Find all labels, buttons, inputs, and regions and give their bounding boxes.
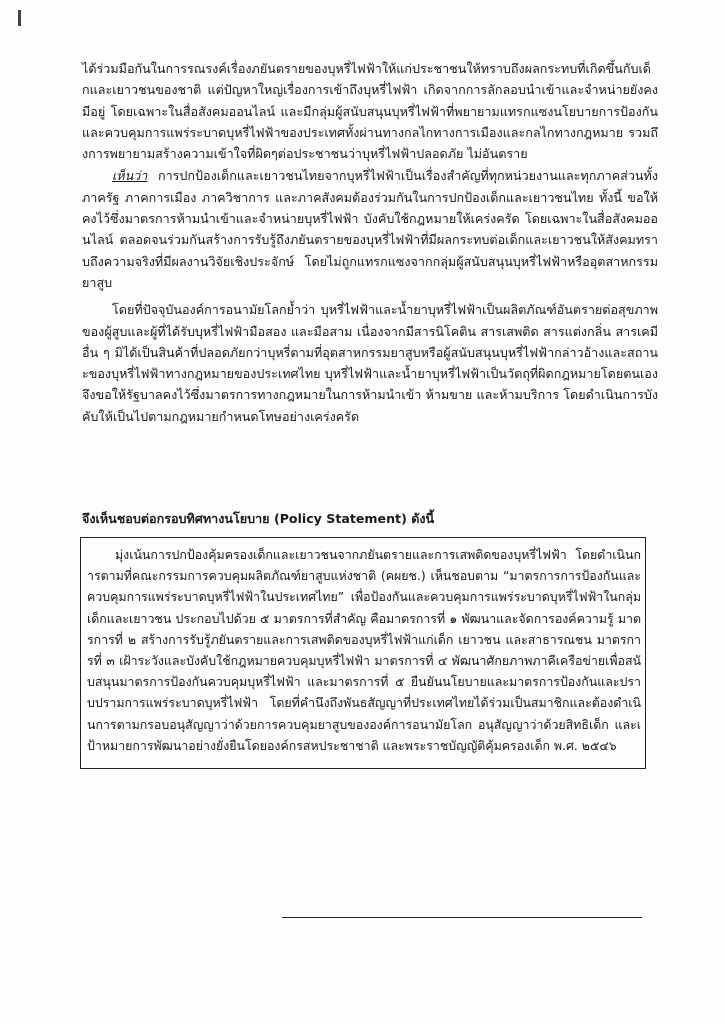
policy-heading: จึงเห็นชอบต่อกรอบทิศทางนโยบาย (Policy Statement) ดังนี้ [82,511,435,526]
body-text [82,58,658,427]
paragraph-2 [82,165,658,293]
policy-statement-text: มุ่งเน้นการปกป้องคุ้มครองเด็กและเยาวชนจากภยันตรายและการเสพติดของบุหรี่ไฟฟ้า โดยดำเนินการตามที่คณะกรรมการควบคุมผลิตภัณฑ์ยาสูบแห่งชาติ (คผยช.) เห็นชอบตาม “มาตรการการป้องกันและควบคุมการแพร่ระบาดบุหรี่ไฟฟ้าในประเทศไทย” เพื่อป้องกันและควบคุมการแพร่ระบาดบุหรี่ไฟฟ้าในกลุ่มเด็กและเยาวชน ประกอบไปด้วย ๕ มาตรการที่สำคัญ คือมาตรการที่ ๑ พัฒนาและจัดการองค์ความรู้ มาตรการที่ ๒ สร้างการรับรู้ภยันตรายและการเสพติดของบุหรี่ไฟฟ้าแก่เด็ก เยาวชน และสาธารณชน มาตรการที่ ๓ เฝ้าระวังและบังคับใช้กฎหมายควบคุมบุหรี่ไฟฟ้า มาตรการที่ ๔ พัฒนาศักยภาพภาคีเครือข่ายเพื่อสนับสนุนมาตรการป้องกันควบคุมบุหรี่ไฟฟ้า และมาตรการที่ ๕ ยืนยันนโยบายและมาตรการป้องกันและปราบปรามการแพร่ระบาดบุหรี่ไฟฟ้า โดยที่คำนึงถึงพันธสัญญาที่ประเทศไทยได้ร่วมเป็นสมาชิกและต้องดำเนินการตามกรอบอนุสัญญาว่าด้วยการควบคุมยาสูบขององค์การอนามัยโลก อนุสัญญาว่าด้วยสิทธิเด็ก และเป้าหมายการพัฒนาอย่างยั่งยืนโดยองค์กรสหประชาชาติ และพระราชบัญญัติคุ้มครองเด็ก พ.ศ. ๒๕๔๖ [87,547,641,753]
paragraph-2-lead: เห็นว่า [112,168,148,184]
paragraph-3: โดยที่ปัจจุบันองค์การอนามัยโลกย้ำว่า บุหรี่ไฟฟ้าและน้ำยาบุหรี่ไฟฟ้าเป็นผลิตภัณฑ์อันตรายต่อสุขภาพของผู้สูบและผู้ที่ได้รับบุหรี่ไฟฟ้ามือสอง และมือสาม เนื่องจากมีสารนิโคติน สารเสพติด สารแต่งกลิ่น สารเคมีอื่น ๆ มิได้เป็นสินค้าที่ปลอดภัยกว่าบุหรี่ตามที่อุตสาหกรรมยาสูบหรือผู้สนับสนุนบุหรี่ไฟฟ้ากล่าวอ้างและสถานะของบุหรี่ไฟฟ้าทางกฎหมายของประเทศไทย บุหรี่ไฟฟ้าและน้ำยาบุหรี่ไฟฟ้าเป็นวัตถุที่ผิดกฎหมายโดยตนเอง จึงขอให้รัฐบาลคงไว้ซึ่งมาตรการทางกฎหมายในการห้ามนำเข้า ห้ามขาย และห้ามบริการ โดยดำเนินการบังคับให้เป็นไปตามกฎหมายกำหนดโทษอย่างเคร่งครัด [82,302,658,424]
paragraph-1: ได้ร่วมมือกันในการรณรงค์เรื่องภยันตรายของบุหรี่ไฟฟ้าให้แก่ประชาชนให้ทราบถึงผลกระทบที่เกิดขึ้นกับเด็กและเยาวชนของชาติ แต่ปัญหาใหญ่เรื่องการเข้าถึงบุหรี่ไฟฟ้า เกิดจากการลักลอบนำเข้าและจำหน่ายยังคงมีอยู่ โดยเฉพาะในสื่อสังคมออนไลน์ และมีกลุ่มผู้สนับสนุนบุหรี่ไฟฟ้าที่พยายามแทรกแซงนโยบายการป้องกันและควบคุมการแพร่ระบาดบุหรี่ไฟฟ้าของประเทศทั้งผ่านทางกลไกทางการเมืองและกลไกทางกฎหมาย รวมถึงการพยายามสร้างความเข้าใจที่ผิดๆต่อประชาชนว่าบุหรี่ไฟฟ้าปลอดภัย ไม่อันตราย [82,61,658,162]
paragraph-2-text: การปกป้องเด็กและเยาวชนไทยจากบุหรี่ไฟฟ้าเป็นเรื่องสำคัญที่ทุกหน่วยงานและทุกภาคส่วนทั้งภาครัฐ ภาคการเมือง ภาควิชาการ และภาคสังคมต้องร่วมกันในการปกป้องเด็กและเยาวชนไทย ทั้งนี้ ขอให้คงไว้ซึ่งมาตรการห้ามนำเข้าและจำหน่ายบุหรี่ไฟฟ้า บังคับใช้กฎหมายให้เคร่งครัด โดยเฉพาะในสื่อสังคมออนไลน์ ตลอดจนร่วมกันสร้างการรับรู้ถึงภยันตรายของบุหรี่ไฟฟ้าที่มีผลกระทบต่อเด็กและเยาวชนให้สังคมทราบถึงความจริงที่มีผลงานวิจัยเชิงประจักษ์ โดยไม่ถูกแทรกแซงจากกลุ่มผู้สนับสนุนบุหรี่ไฟฟ้าหรืออุตสาหกรรมยาสูบ [82,168,658,290]
policy-statement-box [80,537,646,769]
footer-rule [282,917,642,918]
scan-mark [18,10,21,26]
